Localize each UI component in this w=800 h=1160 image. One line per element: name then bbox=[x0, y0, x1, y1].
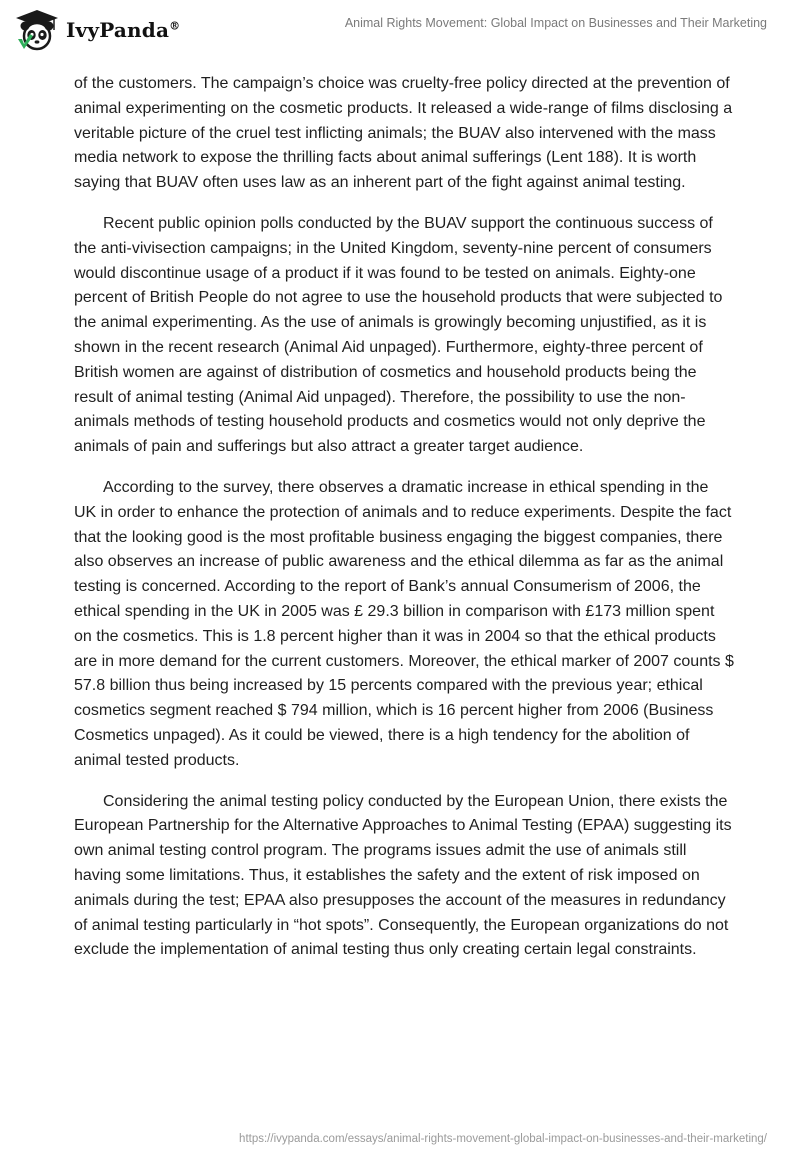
panda-graduate-icon bbox=[14, 8, 60, 52]
paragraph-4: Considering the animal testing policy conducted by the European Union, there exists the European Partnership for the Alternative Approaches to Animal Testing (EPAA) suggesting its own animal testing control program. The programs issues admit the use of animals still having some limitations. Thus, it establishes the safety and the extent of risk imposed on animals during the test; EPAA also presupposes the account of the measures in redundancy of animal testing particularly in “hot spots”. Consequently, the European organizations do not exclude the implementation of animal testing thus only creating certain legal constraints. bbox=[74, 792, 732, 959]
essay-title: Animal Rights Movement: Global Impact on Businesses and Their Marketing bbox=[344, 16, 767, 30]
paragraph-2: Recent public opinion polls conducted by the BUAV support the continuous success of the anti-vivisection campaigns; in the United Kingdom, seventy-nine percent of consumers would discontinue usage of a product if it was found to be tested on animals. Eighty-one percent of British People do not agree to use the household products that were subjected to the animal experimenting. As the use of animals is growingly becoming unjustified, as it is shown in the recent research (Animal Aid unpaged). Furthermore, eighty-three percent of British women are against of distribution of cosmetics and household products being the result of animal testing (Animal Aid unpaged). Therefore, the possibility to use the non-animals methods of testing household products and cosmetics would not only deprive the animals of pain and sufferings but also attract a greater target audience. bbox=[74, 214, 723, 456]
source-url-link[interactable]: https://ivypanda.com/essays/animal-rights-movement-global-impact-on-businesses-and-their-marketing/ bbox=[239, 1133, 767, 1145]
ivypanda-logo[interactable] bbox=[14, 8, 180, 52]
brand-name bbox=[66, 18, 180, 42]
paragraph-3: According to the survey, there observes a dramatic increase in ethical spending in the UK in order to enhance the protection of animals and to reduce experiments. Despite the fact that the looking good is the most profitable business engaging the biggest companies, there also observes an increase of public awareness and the ethical dilemma as far as the animal testing is concerned. According to the report of Bank’s annual Consumerism of 2006, the ethical spending in the UK in 2005 was £ 29.3 billion in comparison with £173 million spent on the cosmetics. This is 1.8 percent higher than it was in 2004 so that the ethical products are in more demand for the current customers. Moreover, the ethical marker of 2007 counts $ 57.8 billion thus being increased by 15 percents compared with the previous year; ethical cosmetics segment reached $ 794 million, which is 16 percent higher from 2006 (Business Cosmetics unpaged). As it could be viewed, there is a high tendency for the abolition of animal tested products. bbox=[74, 478, 734, 769]
paragraph-1: of the customers. The campaign’s choice was cruelty-free policy directed at the prevention of animal experimenting on the cosmetic products. It released a wide-range of films disclosing a veritable picture of the cruel test inflicting animals; the BUAV also intervened with the mass media network to expose the thrilling facts about animal sufferings (Lent 188). It is worth saying that BUAV often uses law as an inherent part of the fight against animal testing. bbox=[74, 75, 733, 192]
registered-mark: ® bbox=[169, 19, 181, 33]
brand-label: IvyPanda bbox=[66, 18, 170, 42]
essay-body bbox=[74, 72, 734, 979]
page-header bbox=[0, 0, 800, 70]
